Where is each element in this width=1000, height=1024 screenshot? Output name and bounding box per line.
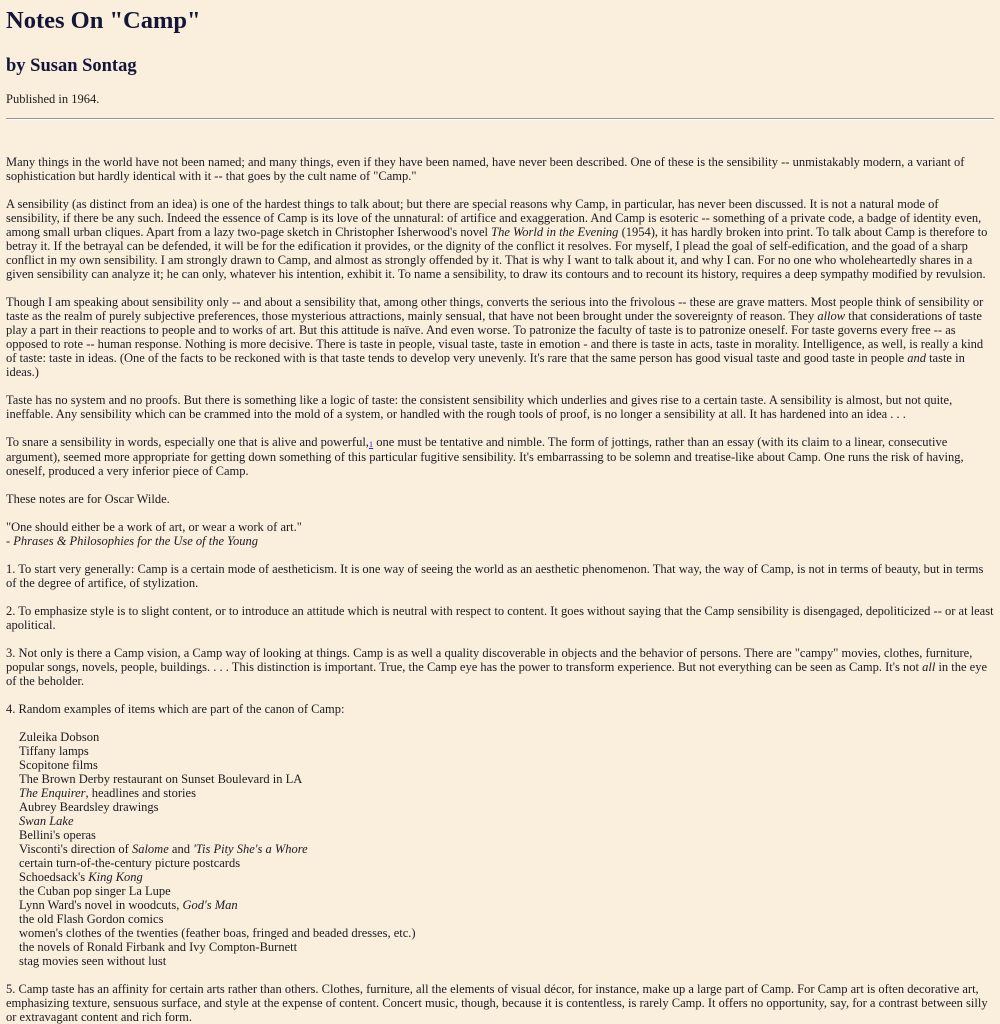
emphasis: King Kong — [88, 870, 143, 884]
note-5: 5. Camp taste has an affinity for certain arts rather than others. Clothes, furniture, all the elements of visual décor, for instance, make up a large part of Camp. For Camp art is often decorative art, emphasizing texture, sensuous surface, and style at the expense of content. Concert music, though, because it is contentless, is rarely Camp. It offers no opportunity, say, for a contrast between silly or extravagant content and rich form. — [6, 982, 988, 1024]
list-item: Scopitone films — [19, 758, 98, 772]
list-item: Aubrey Beardsley drawings — [19, 800, 159, 814]
note-3 — [6, 646, 994, 688]
list-item — [19, 898, 994, 912]
emphasis: allow — [817, 309, 846, 323]
text-segment: taste in ideas.) — [6, 351, 965, 379]
canon-list — [19, 730, 994, 968]
list-item: Zuleika Dobson — [19, 730, 100, 744]
list-item: the Cuban pop singer La Lupe — [19, 884, 171, 898]
text-segment: in the eye of the beholder. — [6, 660, 988, 688]
intro-paragraph: Many things in the world have not been named; and many things, even if they have been named, have never been described. One of these is the sensibility -- unmistakably modern, a variant of sophistication but hardly identical with it -- that goes by the cult name of "Camp." — [6, 155, 965, 183]
emphasis: and — [907, 351, 926, 365]
system-paragraph: Taste has no system and no proofs. But there is something like a logic of taste: the consistent sensibility which underlies and gives rise to a certain taste. A sensibility is almost, but not quite, ineffable. Any sensibility which can be crammed into the mold of a system, or handled with the rough tools of proof, is no longer a sensibility at all. It has hardened into an idea . . . — [6, 393, 953, 421]
text-segment: Visconti's direction of — [19, 842, 132, 856]
emphasis: God's Man — [182, 898, 238, 912]
text-segment: , headlines and stories — [85, 786, 196, 800]
dedication-paragraph: These notes are for Oscar Wilde. — [6, 492, 170, 506]
list-item: women's clothes of the twenties (feather boas, fringed and beaded dresses, etc.) — [19, 926, 416, 940]
text-segment: Though I am speaking about sensibility only -- and about a sensibility that, among other things, converts the serious into the frivolous -- these are grave matters. Most people think of sensibility or taste as the realm of purely subjective preferences, those mysterious attractions, mainly sensual, that have not been brought under the sovereignty of reason. They — [6, 295, 984, 323]
list-item — [19, 842, 994, 856]
list-item: Bellini's operas — [19, 828, 96, 842]
note-4: 4. Random examples of items which are part of the canon of Camp: — [6, 702, 345, 716]
epigraph-dash: - — [6, 534, 14, 548]
list-item: stag movies seen without lust — [19, 954, 167, 968]
divider — [6, 118, 994, 120]
list-item — [19, 814, 994, 828]
epigraph-quote: "One should either be a work of art, or wear a work of art." — [6, 520, 302, 534]
list-item: certain turn-of-the-century picture postcards — [19, 856, 241, 870]
page-title: Notes On "Camp" — [6, 7, 201, 34]
emphasis: Swan Lake — [19, 814, 74, 828]
text-segment: one must be tentative and nimble. The form of jottings, rather than an essay (with its claim to a linear, consecutive argument), seemed more appropriate for getting down something of this particular fugitive sensibility. It's embarrassing to be solemn and treatise-like about Camp. One runs the risk of having, oneself, produced a very inferior piece of Camp. — [6, 435, 964, 478]
note-2: 2. To emphasize style is to slight content, or to introduce an attitude which is neutral with respect to content. It goes without saying that the Camp sensibility is disengaged, depoliticized -- or at least apolitical. — [6, 604, 994, 632]
publication-note: Published in 1964. — [6, 92, 100, 106]
emphasis: The Enquirer — [19, 786, 86, 800]
list-item — [19, 870, 994, 884]
list-item — [19, 786, 994, 800]
text-segment: To snare a sensibility in words, especially one that is alive and powerful, — [6, 435, 369, 449]
sensibility-paragraph — [6, 197, 994, 281]
snare-paragraph — [6, 435, 994, 478]
note-1: 1. To start very generally: Camp is a certain mode of aestheticism. It is one way of seeing the world as an aesthetic phenomenon. That way, the way of Camp, is not in terms of beauty, but in terms of the degree of artifice, of stylization. — [6, 562, 984, 590]
list-item: Tiffany lamps — [19, 744, 89, 758]
book-title: The World in the Evening — [491, 225, 619, 239]
byline: by Susan Sontag — [6, 56, 137, 76]
text-segment: 3. Not only is there a Camp vision, a Camp way of looking at things. Camp is as well a quality discoverable in objects and the behavior of persons. There are "campy" movies, clothes, furniture, popular songs, novels, people, buildings. . . . This distinction is important. True, the Camp eye has the power to transform experience. But not everything can be seen as Camp. It's not — [6, 646, 973, 674]
list-item: the novels of Ronald Firbank and Ivy Compton-Burnett — [19, 940, 298, 954]
list-item: The Brown Derby restaurant on Sunset Boulevard in LA — [19, 772, 303, 786]
text-segment: (1954), it has hardly broken into print. To talk about Camp is therefore to betray it. If the betrayal can be defended, it will be for the edification it provides, or the dignity of the conflict it resolves. For myself, I plead the goal of self-edification, and the goad of a sharp conflict in my own sensibility. I am strongly drawn to Camp, and almost as strongly offended by it. That is why I want to talk about it, and why I can. For no one who wholeheartedly shares in a given sensibility can analyze it; he can only, whatever his intention, exhibit it. To name a sensibility, to draw its contours and to recount its history, requires a deep sympathy modified by revulsion. — [6, 225, 988, 281]
text-segment: Lynn Ward's novel in woodcuts, — [19, 898, 183, 912]
emphasis: 'Tis Pity She's a Whore — [193, 842, 308, 856]
text-segment: that considerations of taste play a part in their reactions to people and to works of art. But this attitude is naïve. And even worse. To patronize the faculty of taste is to patronize oneself. For taste governs every free -- as opposed to rote -- human response. Nothing is more decisive. There is taste in people, visual taste, taste in emotion - and there is taste in acts, taste in morality. Intelligence, as well, is really a kind of taste: taste in ideas. (One of the facts to be reckoned with is that taste tends to develop very unevenly. It's rare that the same person has good visual taste and good taste in people — [6, 309, 984, 365]
emphasis: all — [922, 660, 936, 674]
footnote-link[interactable]: 1 — [368, 439, 374, 449]
epigraph-source: Phrases & Philosophies for the Use of the Young — [13, 534, 258, 548]
taste-paragraph — [6, 295, 994, 379]
list-item: the old Flash Gordon comics — [19, 912, 164, 926]
epigraph — [6, 520, 994, 548]
emphasis: Salome — [131, 842, 169, 856]
text-segment: Schoedsack's — [19, 870, 89, 884]
text-segment: A sensibility (as distinct from an idea) is one of the hardest things to talk about; but there are special reasons why Camp, in particular, has never been discussed. It is not a natural mode of sensibility, if there be any such. Indeed the essence of Camp is its love of the unnatural: of artifice and exaggeration. And Camp is esoteric -- something of a private code, a badge of identity even, among small urban cliques. Apart from a lazy two-page sketch in Christopher Isherwood's novel — [6, 197, 982, 239]
text-segment: and — [168, 842, 194, 856]
